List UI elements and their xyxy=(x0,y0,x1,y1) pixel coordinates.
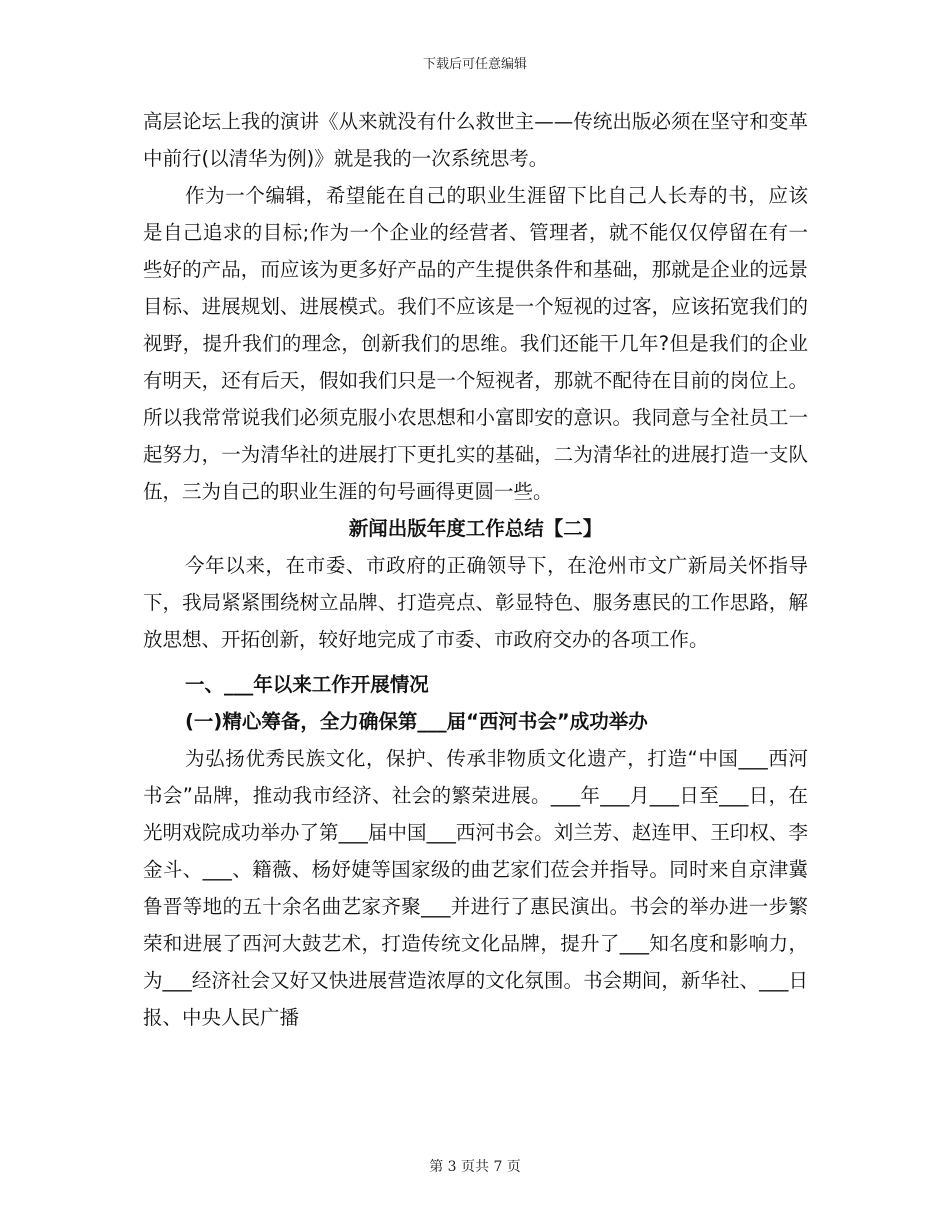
document-body xyxy=(143,103,808,1036)
heading-level-2: (一)精心筹备，全力确保第___届“西河书会”成功举办 xyxy=(185,710,648,733)
paragraph-xihe-shuhui: 为弘扬优秀民族文化，保护、传承非物质文化遗产，打造“中国___西河书会”品牌，推动我市经济、社会的繁荣进展。___年___月___日至___日，在光明戏院成功举办了第___届中国___西河书会。刘兰芳、赵连甲、王印权、李金斗、___、籍薇、杨妤婕等国家级的曲艺家们莅会并指导。同时来自京津冀鲁晋等地的五十余名曲艺家齐聚___并进行了惠民演出。书会的举办进一步繁荣和进展了西河大鼓艺术，打造传统文化品牌，提升了___知名度和影响力，为___经济社会又好又快进展营造浓厚的文化氛围。书会期间，新华社、___日报、中央人民广播 xyxy=(143,747,808,1029)
page-footer: 第 3 页共 7 页 xyxy=(429,1159,521,1175)
paragraph-editor-goals: 作为一个编辑，希望能在自己的职业生涯留下比自己人长寿的书，应该是自己追求的目标;作为一个企业的经营者、管理者，就不能仅仅停留在有一些好的产品，而应该为更多好产品的产生提供条件和基础，那就是企业的远景目标、进展规划、进展模式。我们不应该是一个短视的过客，应该拓宽我们的视野，提升我们的理念，创新我们的思维。我们还能干几年?但是我们的企业有明天，还有后天，假如我们只是一个短视者，那就不配待在目前的岗位上。所以我常常说我们必须克服小农思想和小富即安的意识。我同意与全社员工一起努力，一为清华社的进展打下更扎实的基础，二为清华社的进展打造一支队伍，三为自己的职业生涯的句号画得更圆一些。 xyxy=(143,184,808,503)
page-header: 下载后可任意编辑 xyxy=(422,57,527,72)
paragraph-intro: 今年以来，在市委、市政府的正确领导下，在沧州市文广新局关怀指导下，我局紧紧围绕树立品牌、打造亮点、彰显特色、服务惠民的工作思路，解放思想、开拓创新，较好地完成了市委、市政府交办的各项工作。 xyxy=(143,554,808,651)
paragraph-continuation: 高层论坛上我的演讲《从来就没有什么救世主——传统出版必须在坚守和变革中前行(以清华为例)》就是我的一次系统思考。 xyxy=(143,110,808,170)
heading-level-1: 一、___年以来工作开展情况 xyxy=(185,673,429,696)
section-title: 新闻出版年度工作总结【二】 xyxy=(348,517,603,540)
